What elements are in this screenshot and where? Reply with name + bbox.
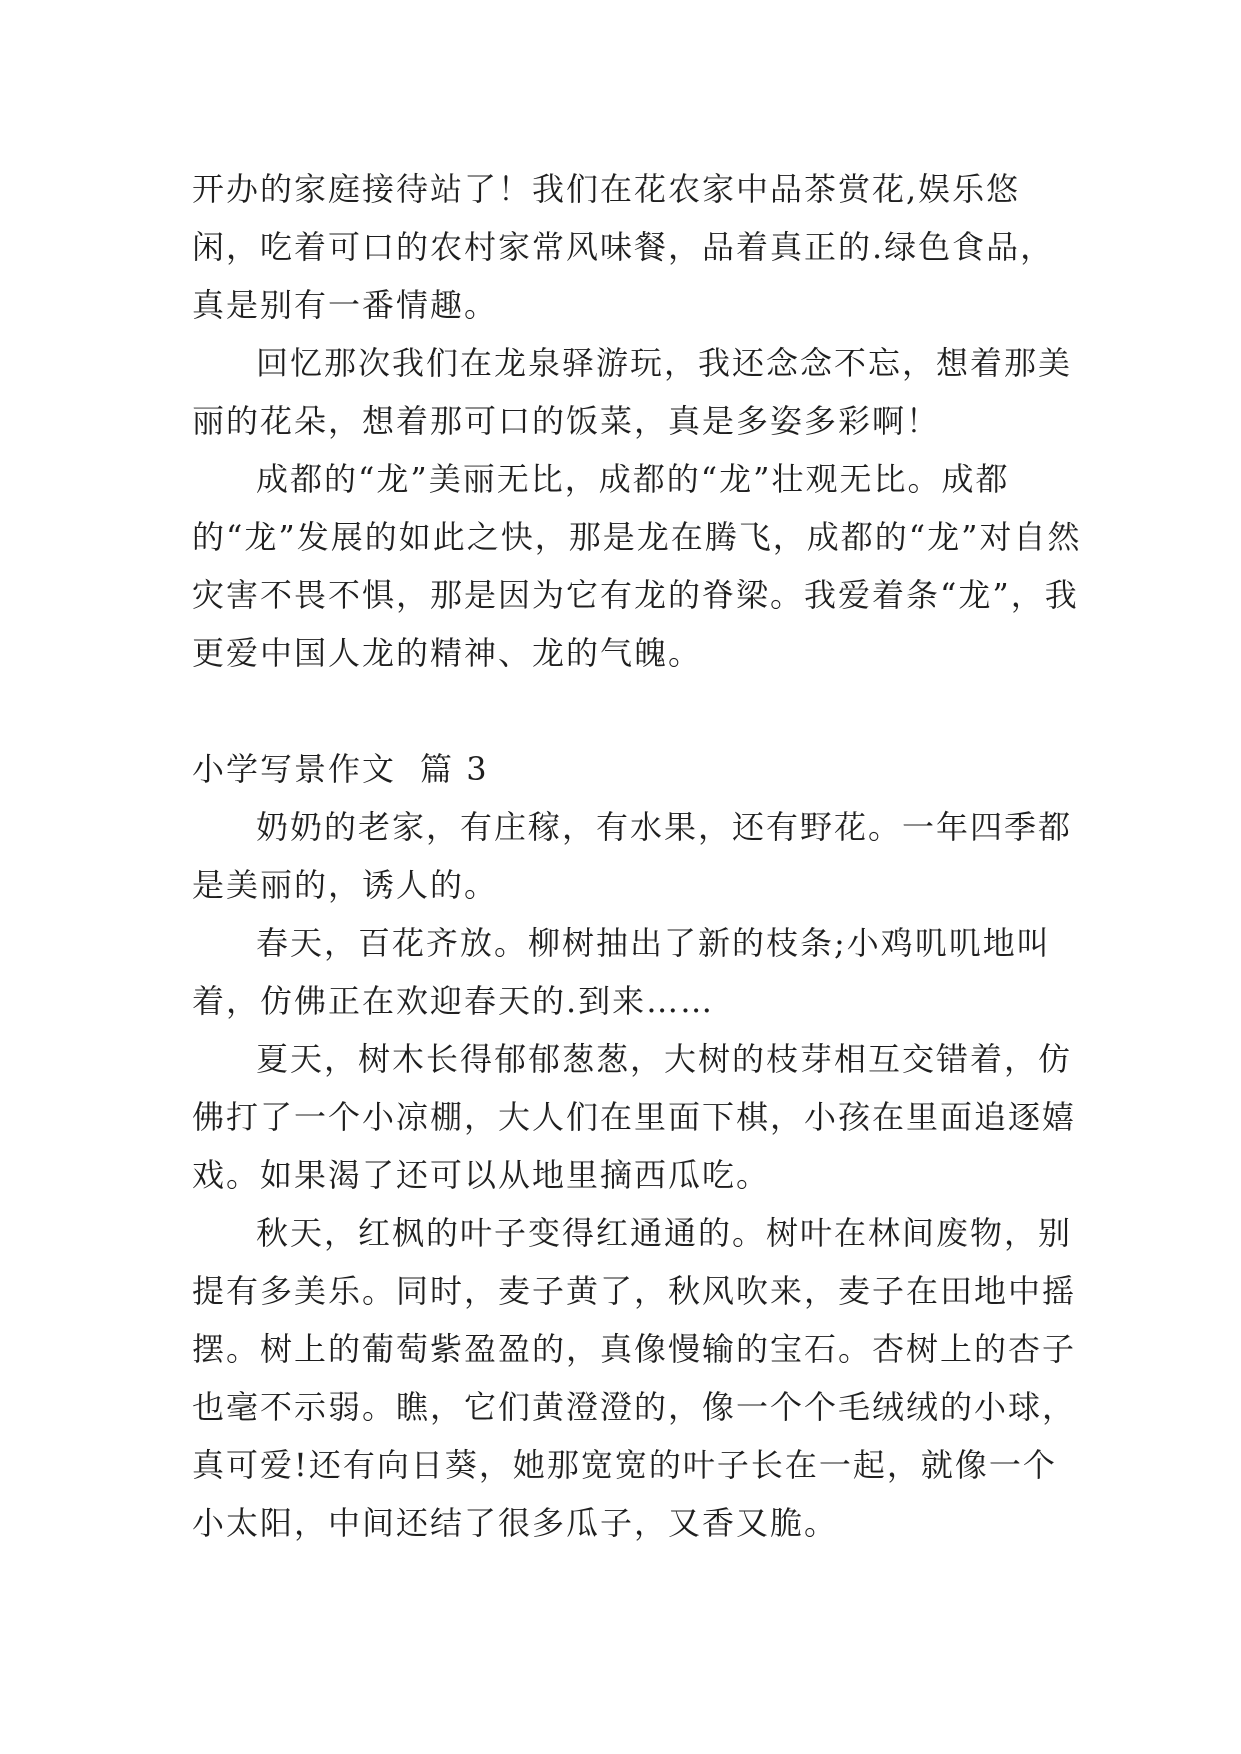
paragraph-chengdu-dragon: 成都的“龙”美丽无比，成都的“龙”壮观无比。成都的“龙”发展的如此之快，那是龙在腾飞，成都的“龙”对自然灾害不畏不惧，那是因为它有龙的脊梁。我爱着条“龙”，我更爱中国人龙的精神、龙的气魄。	[192, 460, 1082, 672]
paragraph-autumn: 秋天，红枫的叶子变得红通通的。树叶在林间废物，别提有多美乐。同时，麦子黄了，秋风吹来，麦子在田地中摇摆。树上的葡萄紫盈盈的，真像慢输的宝石。杏树上的杏子也毫不示弱。瞧，它们黄澄澄的，像一个个毛绒绒的小球，真可爱!还有向日葵，她那宽宽的叶子长在一起，就像一个小太阳，中间还结了很多瓜子，又香又脆。	[192, 1214, 1077, 1542]
document-body	[192, 160, 1082, 1552]
paragraph-grandma-home: 奶奶的老家，有庄稼，有水果，还有野花。一年四季都是美丽的，诱人的。	[192, 808, 1073, 904]
section-title-text: 小学写景作文	[192, 750, 397, 788]
section-spacer	[192, 682, 1082, 740]
paragraph-continued: 开办的家庭接待站了！我们在花农家中品茶赏花,娱乐悠闲，吃着可口的农村家常风味餐，品着真正的.绿色食品，真是别有一番情趣。	[192, 170, 1055, 324]
paragraph-summer: 夏天，树木长得郁郁葱葱，大树的枝芽相互交错着，仿佛打了一个小凉棚，大人们在里面下棋，小孩在里面追逐嬉戏。如果渴了还可以从地里摘西瓜吃。	[192, 1040, 1077, 1194]
section-number: 篇 3	[420, 750, 489, 788]
paragraph-spring: 春天，百花齐放。柳树抽出了新的枝条;小鸡叽叽地叫着，仿佛正在欢迎春天的.到来……	[192, 924, 1051, 1020]
paragraph-memory: 回忆那次我们在龙泉驿游玩，我还念念不忘，想着那美丽的花朵，想着那可口的饭菜，真是多姿多彩啊！	[192, 344, 1073, 440]
section-heading	[192, 740, 1082, 798]
